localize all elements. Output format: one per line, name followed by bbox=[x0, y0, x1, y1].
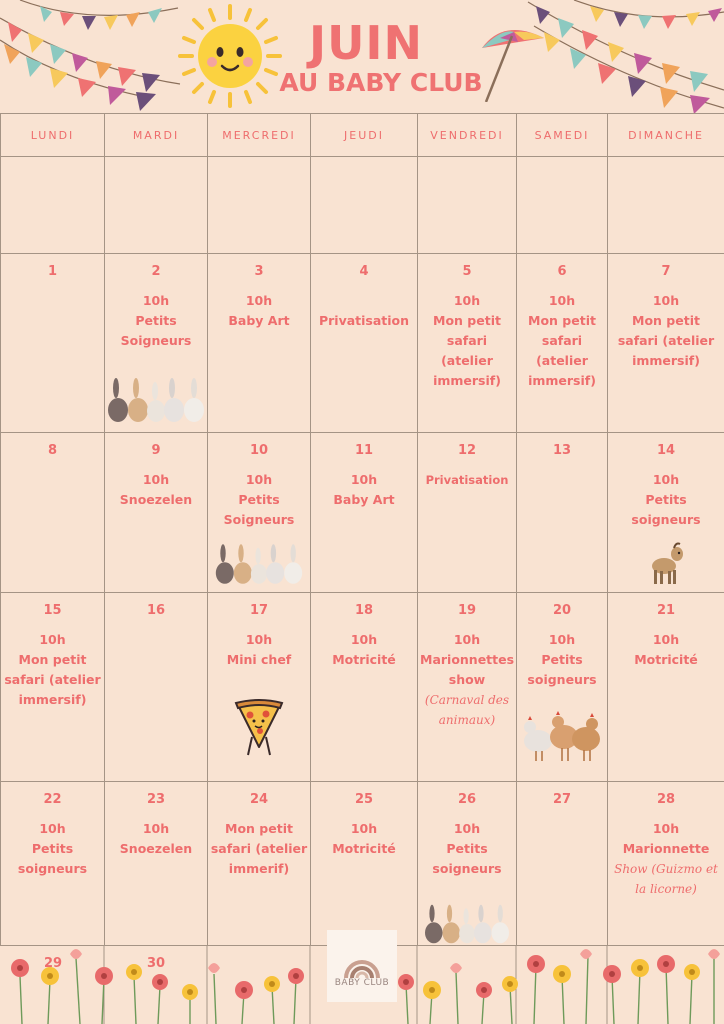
event bbox=[105, 819, 207, 859]
event-time: 10h bbox=[245, 632, 273, 647]
day-number: 4 bbox=[359, 264, 369, 279]
event-time: 10h bbox=[350, 472, 378, 487]
rabbits-icon bbox=[106, 376, 206, 424]
event-title: Petits soigneurs bbox=[17, 841, 88, 876]
event-time: 10h bbox=[245, 472, 273, 487]
empty-day-cell bbox=[608, 157, 724, 254]
event bbox=[208, 470, 310, 530]
weekday-header-thursday: JEUDI bbox=[311, 114, 418, 157]
event bbox=[418, 819, 516, 879]
day-number: 11 bbox=[354, 443, 374, 458]
event-time: 10h bbox=[142, 472, 170, 487]
day-number: 23 bbox=[146, 792, 166, 807]
pizza-icon bbox=[234, 699, 284, 759]
empty-day-cell bbox=[208, 157, 311, 254]
day-number: 9 bbox=[151, 443, 161, 458]
event-time: 10h bbox=[350, 632, 378, 647]
day-cell-23 bbox=[105, 782, 208, 946]
event bbox=[208, 630, 310, 670]
event-time: 10h bbox=[652, 632, 680, 647]
day-number-29: 29 bbox=[44, 956, 63, 971]
event-title: Mon petit safari (atelier immersif) bbox=[528, 313, 596, 388]
event-title: Marionnettes show bbox=[420, 652, 515, 687]
event-note: Show (Guizmo et la licorne) bbox=[614, 862, 718, 896]
event-time: 10h bbox=[652, 472, 680, 487]
day-number: 28 bbox=[656, 792, 676, 807]
umbrella-icon bbox=[474, 18, 554, 102]
day-cell-11 bbox=[311, 433, 418, 593]
event-time: 10h bbox=[652, 293, 680, 308]
day-number: 14 bbox=[656, 443, 676, 458]
day-cell-5 bbox=[418, 254, 517, 433]
day-number: 10 bbox=[249, 443, 269, 458]
page-title: JUIN bbox=[308, 16, 424, 70]
bunting-right-icon bbox=[524, 0, 724, 115]
day-number: 27 bbox=[552, 792, 572, 807]
day-number: 13 bbox=[552, 443, 572, 458]
day-number: 20 bbox=[552, 603, 572, 618]
empty-day-cell bbox=[517, 157, 608, 254]
day-cell-13 bbox=[517, 433, 608, 593]
event-time: 10h bbox=[142, 821, 170, 836]
event-title: Petits soigneurs bbox=[432, 841, 502, 876]
empty-day-cell bbox=[418, 157, 517, 254]
event-title: Mon petit safari (atelier immerif) bbox=[210, 821, 308, 876]
empty-day-cell bbox=[105, 157, 208, 254]
weekday-header-monday: LUNDI bbox=[1, 114, 105, 157]
event-title: Privatisation bbox=[425, 473, 509, 487]
day-cell-25 bbox=[311, 782, 418, 946]
event bbox=[105, 470, 207, 510]
event bbox=[311, 470, 417, 510]
event bbox=[608, 470, 724, 530]
event-title: Petits Soigneurs bbox=[120, 313, 192, 348]
event-time: 10h bbox=[245, 293, 273, 308]
event bbox=[608, 819, 724, 899]
day-number: 18 bbox=[354, 603, 374, 618]
event-time: 10h bbox=[39, 821, 66, 836]
day-cell-9 bbox=[105, 433, 208, 593]
day-cell-22 bbox=[1, 782, 105, 946]
event-time: 10h bbox=[39, 632, 66, 647]
day-cell-21 bbox=[608, 593, 724, 782]
day-cell-7 bbox=[608, 254, 724, 433]
day-cell-2 bbox=[105, 254, 208, 433]
event bbox=[208, 291, 310, 331]
event-title: Snoezelen bbox=[119, 841, 193, 856]
event bbox=[1, 819, 104, 879]
event-title: Motricité bbox=[332, 652, 396, 667]
day-cell-4 bbox=[311, 254, 418, 433]
bunting-left-icon bbox=[0, 0, 190, 115]
event bbox=[608, 630, 724, 670]
day-number: 12 bbox=[457, 443, 477, 458]
day-cell-28 bbox=[608, 782, 724, 946]
day-cell-18 bbox=[311, 593, 418, 782]
event-note: (Carnaval des animaux) bbox=[424, 693, 510, 727]
day-number: 1 bbox=[47, 264, 58, 279]
event bbox=[418, 630, 516, 730]
event-title: Baby Art bbox=[333, 492, 395, 507]
day-cell-8 bbox=[1, 433, 105, 593]
event-time: 10h bbox=[350, 821, 378, 836]
event-time: 10h bbox=[652, 821, 680, 836]
day-cell-15 bbox=[1, 593, 105, 782]
calendar-grid bbox=[0, 113, 724, 946]
page-subtitle: AU BABY CLUB bbox=[279, 68, 483, 97]
empty-day-cell bbox=[1, 157, 105, 254]
day-number: 8 bbox=[47, 443, 58, 458]
day-cell-10 bbox=[208, 433, 311, 593]
event-time: 10h bbox=[453, 632, 481, 647]
rainbow-icon bbox=[344, 956, 380, 978]
event-title: Petits soigneurs bbox=[631, 492, 701, 527]
event-title: Petits Soigneurs bbox=[223, 492, 295, 527]
event bbox=[517, 291, 607, 391]
event bbox=[208, 819, 310, 879]
day-cell-1 bbox=[1, 254, 105, 433]
sun-icon bbox=[178, 4, 282, 108]
event-title: Mon petit safari (atelier immersif) bbox=[4, 652, 101, 707]
baby-club-logo bbox=[327, 930, 397, 1002]
day-number: 21 bbox=[656, 603, 676, 618]
day-cell-26 bbox=[418, 782, 517, 946]
event bbox=[311, 819, 417, 859]
event-title: Motricité bbox=[332, 841, 396, 856]
hens-icon bbox=[520, 709, 604, 763]
event-title: Snoezelen bbox=[119, 492, 193, 507]
day-number: 16 bbox=[146, 603, 166, 618]
day-cell-27 bbox=[517, 782, 608, 946]
day-number: 19 bbox=[457, 603, 477, 618]
weekday-header-wednesday: MERCREDI bbox=[208, 114, 311, 157]
weekday-header-sunday: DIMANCHE bbox=[608, 114, 724, 157]
day-number: 17 bbox=[249, 603, 269, 618]
day-cell-12 bbox=[418, 433, 517, 593]
event-time: 10h bbox=[453, 293, 481, 308]
weekday-header-saturday: SAMEDI bbox=[517, 114, 608, 157]
day-number: 2 bbox=[151, 264, 161, 279]
event bbox=[311, 311, 417, 331]
day-cell-24 bbox=[208, 782, 311, 946]
goat-icon bbox=[646, 542, 686, 586]
day-cell-3 bbox=[208, 254, 311, 433]
day-number: 22 bbox=[43, 792, 62, 807]
event-title: Mon petit safari (atelier immersif) bbox=[617, 313, 715, 368]
event bbox=[311, 630, 417, 670]
event-title: Petits soigneurs bbox=[527, 652, 597, 687]
empty-day-cell bbox=[311, 157, 418, 254]
day-number: 5 bbox=[462, 264, 472, 279]
event-title: Privatisation bbox=[318, 313, 410, 328]
event bbox=[418, 470, 516, 490]
event-title: Marionnette bbox=[622, 841, 710, 856]
event-title: Motricité bbox=[634, 652, 698, 667]
day-number: 6 bbox=[557, 264, 567, 279]
day-cell-19 bbox=[418, 593, 517, 782]
day-cell-16 bbox=[105, 593, 208, 782]
day-cell-17 bbox=[208, 593, 311, 782]
event bbox=[608, 291, 724, 371]
day-cell-6 bbox=[517, 254, 608, 433]
day-number: 7 bbox=[661, 264, 671, 279]
event bbox=[105, 291, 207, 351]
event bbox=[418, 291, 516, 391]
event-title: Mon petit safari (atelier immersif) bbox=[433, 313, 501, 388]
event bbox=[517, 630, 607, 690]
event-time: 10h bbox=[142, 293, 170, 308]
day-number: 15 bbox=[43, 603, 62, 618]
event-time: 10h bbox=[453, 821, 481, 836]
weekday-header-tuesday: MARDI bbox=[105, 114, 208, 157]
day-number: 26 bbox=[457, 792, 477, 807]
event-title: Mini chef bbox=[226, 652, 292, 667]
rabbits-icon bbox=[422, 903, 512, 945]
day-number: 25 bbox=[354, 792, 374, 807]
day-number: 24 bbox=[249, 792, 269, 807]
day-number-30: 30 bbox=[147, 956, 166, 971]
event-title: Baby Art bbox=[228, 313, 290, 328]
weekday-header-friday: VENDREDI bbox=[418, 114, 517, 157]
day-number: 3 bbox=[254, 264, 264, 279]
rabbits-icon bbox=[214, 542, 304, 586]
event bbox=[1, 630, 104, 710]
event-time: 10h bbox=[548, 293, 576, 308]
event-time: 10h bbox=[548, 632, 576, 647]
logo-text: BABY CLUB bbox=[334, 978, 390, 988]
day-cell-20 bbox=[517, 593, 608, 782]
day-cell-14 bbox=[608, 433, 724, 593]
